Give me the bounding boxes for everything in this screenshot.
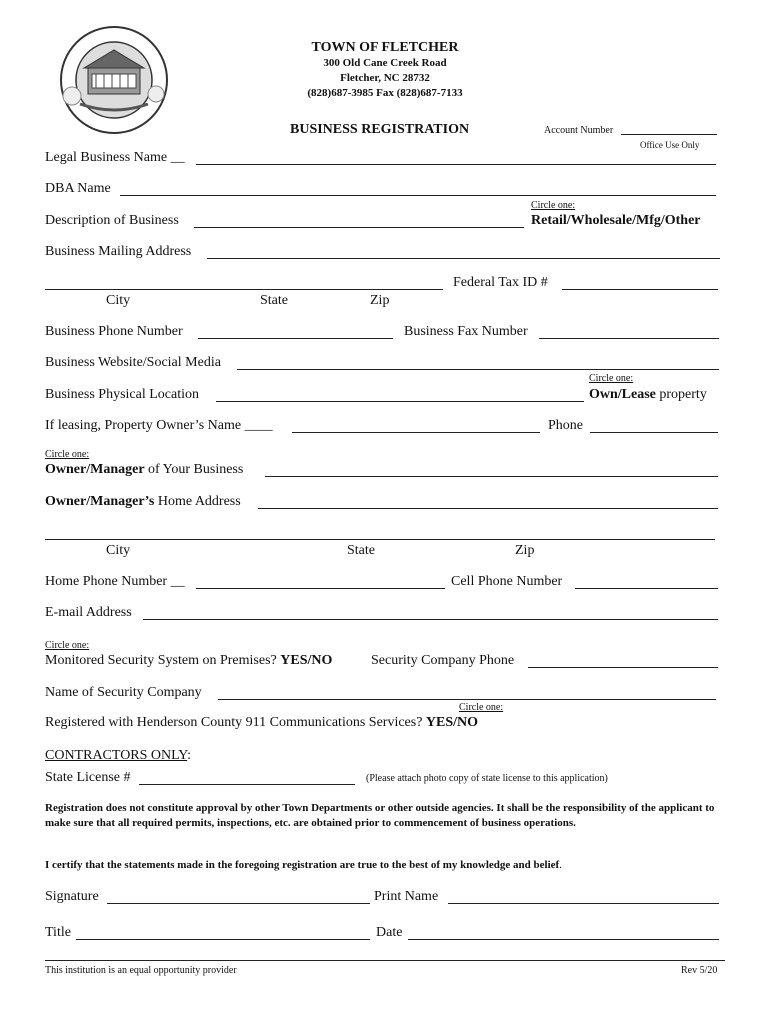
home-address-label <box>45 494 241 510</box>
federal-tax-label: Federal Tax ID # <box>453 275 548 290</box>
account-number-field[interactable] <box>621 134 717 135</box>
cell-phone-field[interactable] <box>575 588 718 589</box>
state-license-field[interactable] <box>139 784 355 785</box>
registered-question: Registered with Henderson County 911 Communications Services? <box>45 715 423 730</box>
business-phone-label: Business Phone Number <box>45 324 183 339</box>
business-phone-field[interactable] <box>198 338 393 339</box>
mailing-address-label: Business Mailing Address <box>45 244 192 259</box>
home-city-caption: City <box>106 543 131 558</box>
legal-name-label: Legal Business Name __ <box>45 150 185 165</box>
zip-caption: Zip <box>370 293 390 308</box>
print-name-label: Print Name <box>374 889 439 904</box>
footer-divider <box>45 960 725 961</box>
signature-label: Signature <box>45 889 99 904</box>
certify-statement <box>45 859 562 871</box>
registered-yes-no[interactable]: YES/NO <box>425 715 479 730</box>
certify-period: . <box>559 859 562 871</box>
physical-location-label: Business Physical Location <box>45 387 199 402</box>
town-address-line1: 300 Old Cane Creek Road <box>323 57 447 69</box>
own-lease-option[interactable] <box>589 387 707 403</box>
contractors-only: CONTRACTORS ONLY <box>45 748 188 763</box>
website-label: Business Website/Social Media <box>45 355 221 370</box>
signature-field[interactable] <box>107 903 370 904</box>
owner-manager-label <box>45 462 243 478</box>
federal-tax-field[interactable] <box>562 289 718 290</box>
print-name-field[interactable] <box>448 903 719 904</box>
circle-one-note-3: Circle one: <box>45 449 90 460</box>
email-label: E-mail Address <box>45 605 132 620</box>
home-address-rest: Home Address <box>154 494 241 509</box>
certify-text: I certify that the statements made in the foregoing registration are true to the best of my knowledge and belief <box>45 859 560 871</box>
footer-revision: Rev 5/20 <box>681 965 718 976</box>
security-yes-no[interactable]: YES/NO <box>280 653 333 668</box>
property-owner-label: If leasing, Property Owner’s Name ____ <box>45 418 273 433</box>
town-name: TOWN OF FLETCHER <box>311 40 459 55</box>
security-phone-field[interactable] <box>528 667 718 668</box>
state-license-label: State License # <box>45 770 131 785</box>
owner-manager-bold[interactable]: Owner/Manager <box>45 462 145 477</box>
home-zip-caption: Zip <box>515 543 535 558</box>
business-fax-field[interactable] <box>539 338 719 339</box>
circle-one-note-2: Circle one: <box>589 373 634 384</box>
footer-equal-opportunity: This institution is an equal opportunity provider <box>45 965 237 976</box>
office-use-only: Office Use Only <box>640 140 700 150</box>
owner-manager-field[interactable] <box>265 476 718 477</box>
description-field[interactable] <box>194 227 524 228</box>
owner-phone-label: Phone <box>548 418 583 433</box>
home-state-caption: State <box>347 543 375 558</box>
contractors-heading <box>45 748 191 764</box>
description-label: Description of Business <box>45 213 179 228</box>
account-number-label: Account Number <box>544 125 614 136</box>
own-lease-text: Own/Lease <box>589 387 656 402</box>
date-field[interactable] <box>408 939 719 940</box>
registered-911-label <box>45 715 478 731</box>
security-company-label: Name of Security Company <box>45 685 202 700</box>
dba-field[interactable] <box>120 195 716 196</box>
date-label: Date <box>376 925 403 940</box>
security-phone-label: Security Company Phone <box>371 653 515 668</box>
city-caption: City <box>106 293 131 308</box>
home-address-bold: Owner/Manager’s <box>45 494 155 509</box>
town-phone-fax: (828)687-3985 Fax (828)687-7133 <box>307 87 463 99</box>
home-phone-field[interactable] <box>196 588 445 589</box>
retail-options[interactable]: Retail/Wholesale/Mfg/Other <box>531 213 701 228</box>
title-label: Title <box>45 925 71 940</box>
physical-location-field[interactable] <box>216 401 584 402</box>
security-question: Monitored Security System on Premises? <box>45 653 277 668</box>
property-text: property <box>655 387 707 402</box>
cell-phone-label: Cell Phone Number <box>451 574 563 589</box>
form-title: BUSINESS REGISTRATION <box>290 122 470 137</box>
mailing-address-field[interactable] <box>207 258 720 259</box>
home-phone-label: Home Phone Number __ <box>45 574 185 589</box>
home-address-field[interactable] <box>258 508 718 509</box>
town-address-line2: Fletcher, NC 28732 <box>340 72 430 84</box>
home-city-state-zip-field[interactable] <box>45 539 715 540</box>
contractors-colon: : <box>187 748 192 763</box>
email-field[interactable] <box>143 619 718 620</box>
state-caption: State <box>260 293 288 308</box>
legal-name-field[interactable] <box>196 164 716 165</box>
security-company-field[interactable] <box>218 699 716 700</box>
circle-one-note-5: Circle one: <box>459 702 504 713</box>
website-field[interactable] <box>237 369 719 370</box>
dba-label: DBA Name <box>45 181 111 196</box>
circle-one-note-4: Circle one: <box>45 640 90 651</box>
circle-one-note: Circle one: <box>531 200 576 211</box>
attach-license-note: (Please attach photo copy of state license to this application) <box>366 773 608 784</box>
property-owner-field[interactable] <box>292 432 540 433</box>
security-system-label <box>45 653 332 669</box>
title-field[interactable] <box>76 939 370 940</box>
city-state-zip-field[interactable] <box>45 289 443 290</box>
disclaimer-paragraph: Registration does not constitute approval by other Town Departments or other outside agencies. It shall be the responsibility of the applicant to make sure that all required permits, inspections, etc. are obtained prior to commencement of business operations. <box>45 802 715 829</box>
owner-manager-rest: of Your Business <box>144 462 244 477</box>
business-fax-label: Business Fax Number <box>404 324 528 339</box>
owner-phone-field[interactable] <box>590 432 718 433</box>
